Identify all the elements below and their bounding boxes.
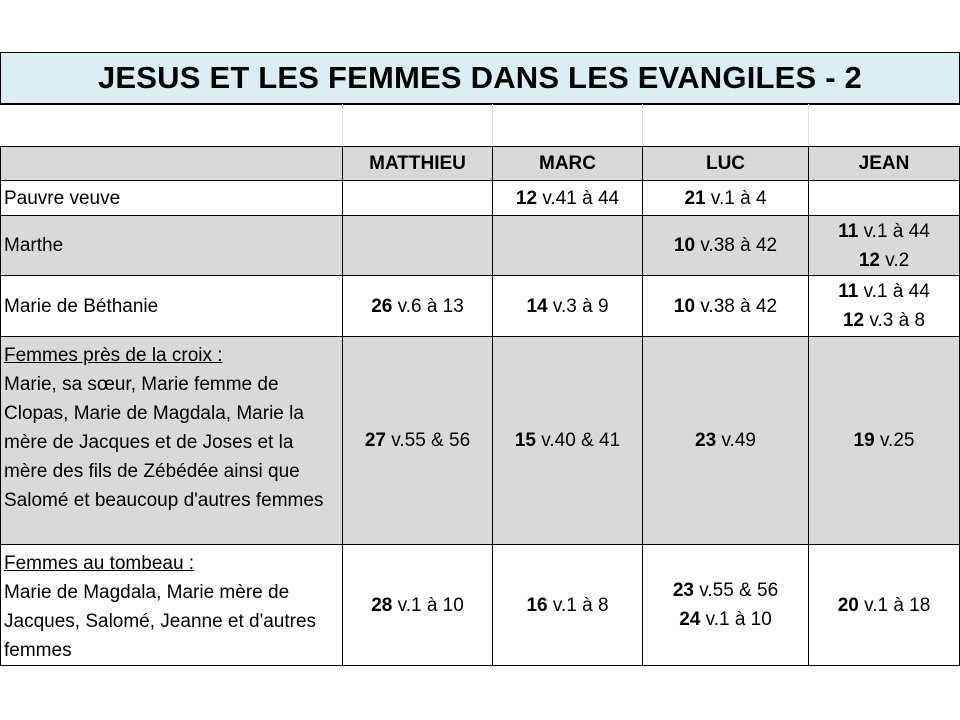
chapter-number: 26 (371, 295, 393, 317)
verse-range: v.38 à 42 (695, 295, 778, 317)
page-title: JESUS ET LES FEMMES DANS LES EVANGILES - 2 (97, 60, 862, 95)
ref-cell-jean (809, 276, 960, 337)
chapter-number: 28 (371, 594, 393, 616)
chapter-number: 23 (695, 430, 717, 451)
chapter-number: 10 (673, 295, 696, 317)
scripture-ref (812, 277, 956, 306)
verse-range: v.3 à 9 (547, 295, 609, 317)
scripture-ref (496, 426, 639, 455)
verse-range: v.1 à 44 (858, 220, 930, 242)
gospel-table (0, 146, 960, 666)
empty-gridline-row (0, 104, 958, 145)
scripture-ref (646, 292, 805, 321)
verse-range: v.25 (874, 430, 915, 451)
header-row (1, 147, 960, 181)
ref-cell-marc (493, 216, 643, 276)
verse-range: v.3 à 8 (864, 310, 926, 331)
row-heading: Femmes près de la croix : (4, 345, 223, 366)
scripture-ref (812, 306, 956, 335)
verse-range: v.1 à 10 (700, 609, 772, 630)
ref-cell-jean (809, 337, 960, 545)
chapter-number: 16 (526, 594, 548, 616)
verse-range: v.38 à 42 (695, 235, 778, 256)
ref-cell-jean (809, 181, 960, 216)
scripture-ref (646, 426, 805, 455)
ref-cell-marc (493, 337, 643, 545)
chapter-number: 15 (514, 430, 536, 451)
table-row (1, 216, 960, 276)
chapter-number: 11 (838, 220, 859, 242)
ref-cell-luc (643, 181, 809, 216)
chapter-number: 10 (673, 235, 696, 256)
chapter-number: 11 (838, 281, 859, 302)
title-bar (0, 52, 960, 105)
verse-range: v.1 à 10 (392, 594, 464, 616)
verse-range: v.6 à 13 (392, 295, 464, 317)
scripture-ref (346, 426, 489, 455)
ref-cell-luc (643, 337, 809, 545)
scripture-ref (646, 184, 805, 213)
header-empty-cell (1, 147, 343, 181)
ref-cell-jean (809, 216, 960, 276)
chapter-number: 14 (526, 295, 548, 317)
scripture-ref (496, 591, 639, 620)
table-row (1, 276, 960, 337)
ref-cell-matthieu (343, 337, 493, 545)
scripture-ref (646, 576, 805, 605)
header-luc: LUC (643, 147, 809, 181)
table-row (1, 545, 960, 666)
chapter-number: 12 (842, 310, 865, 331)
verse-range: v.1 à 18 (858, 594, 931, 616)
row-description: Marie, sa sœur, Marie femme de Clopas, Marie de Magdala, Marie la mère de Jacques et de Joses et la mère des fils de Zébédée ainsi que Salomé et beaucoup d'autres femmes (4, 374, 324, 511)
chapter-number: 21 (684, 187, 706, 209)
ref-cell-luc (643, 216, 809, 276)
verse-range: v.1 à 8 (547, 594, 609, 616)
table-row (1, 337, 960, 545)
row-label-block (1, 337, 343, 545)
table-row (1, 181, 960, 216)
scripture-ref (346, 591, 489, 620)
scripture-ref (812, 426, 956, 455)
row-label-block (1, 545, 343, 666)
ref-cell-luc (643, 545, 809, 666)
ref-cell-jean (809, 545, 960, 666)
chapter-number: 24 (679, 609, 701, 630)
scripture-ref (496, 292, 639, 321)
ref-cell-luc (643, 276, 809, 337)
row-label: Marthe (1, 216, 343, 276)
verse-range: v.55 & 56 (693, 580, 779, 601)
row-heading: Femmes au tombeau : (4, 553, 195, 574)
ref-cell-matthieu (343, 545, 493, 666)
scripture-ref (812, 217, 956, 246)
scripture-ref (346, 292, 489, 321)
verse-range: v.55 & 56 (385, 430, 471, 451)
header-matthieu: MATTHIEU (343, 147, 493, 181)
verse-range: v.41 à 44 (537, 187, 620, 209)
chapter-number: 12 (858, 249, 880, 271)
chapter-number: 27 (364, 430, 386, 451)
ref-cell-marc (493, 181, 643, 216)
scripture-ref (812, 591, 956, 620)
verse-range: v.2 (879, 249, 910, 271)
verse-range: v.40 & 41 (535, 430, 621, 451)
verse-range: v.1 à 4 (705, 187, 767, 209)
chapter-number: 12 (515, 187, 538, 209)
chapter-number: 19 (853, 430, 875, 451)
scripture-ref (812, 246, 956, 275)
verse-range: v.49 (716, 430, 756, 451)
ref-cell-marc (493, 545, 643, 666)
ref-cell-matthieu (343, 276, 493, 337)
scripture-ref (646, 231, 805, 260)
row-description: Marie de Magdala, Marie mère de Jacques, Salomé, Jeanne et d'autres femmes (4, 582, 317, 661)
header-jean: JEAN (809, 147, 960, 181)
header-marc: MARC (493, 147, 643, 181)
ref-cell-matthieu (343, 216, 493, 276)
scripture-ref (496, 184, 639, 213)
chapter-number: 20 (837, 594, 859, 616)
ref-cell-marc (493, 276, 643, 337)
chapter-number: 23 (672, 580, 694, 601)
verse-range: v.1 à 44 (858, 281, 930, 302)
ref-cell-matthieu (343, 181, 493, 216)
row-label: Pauvre veuve (1, 181, 343, 216)
row-label: Marie de Béthanie (1, 276, 343, 337)
scripture-ref (646, 605, 805, 634)
